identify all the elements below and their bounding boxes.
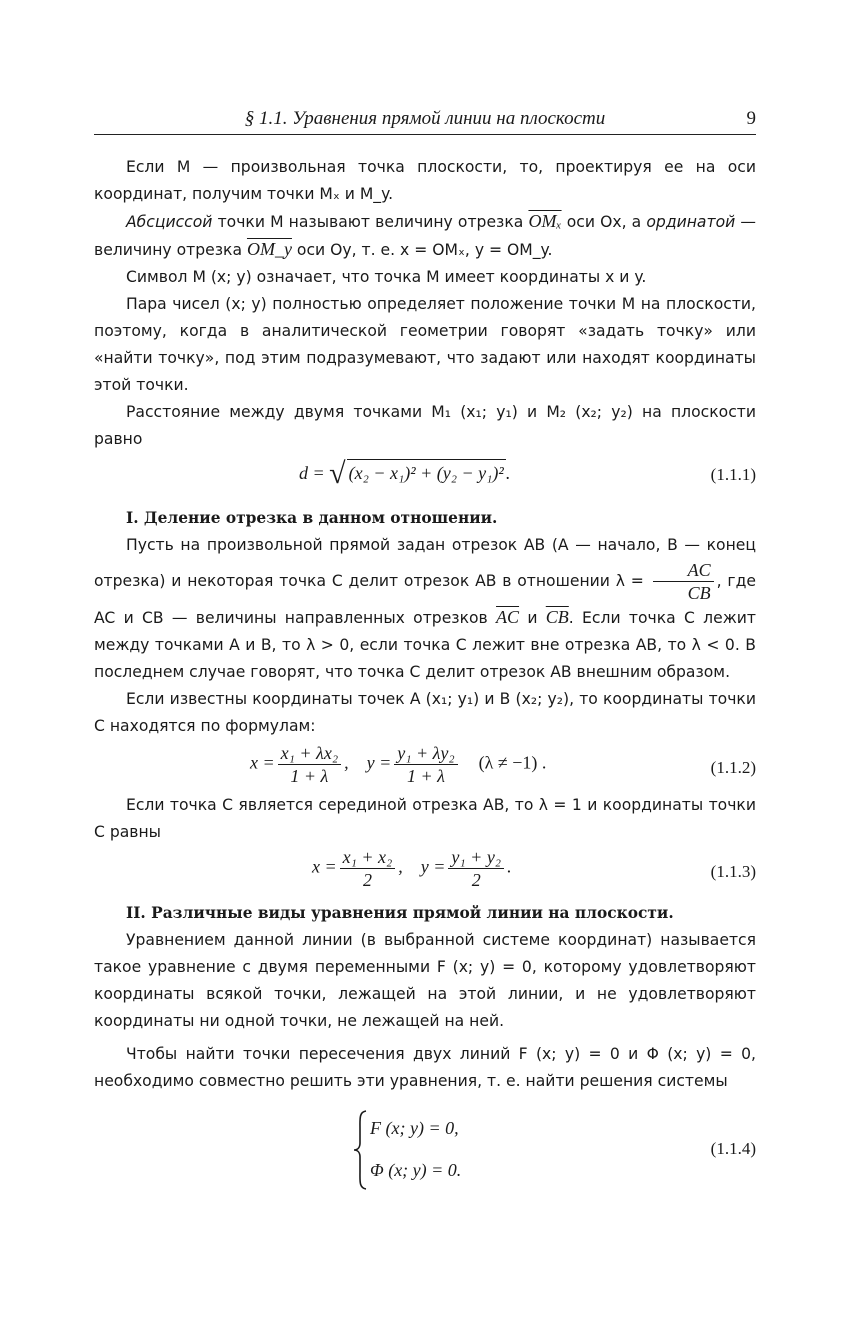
paragraph-midpoint: Если точка C является серединой отрезка AB, то λ = 1 и координаты точки C равны (94, 796, 756, 841)
eq2-y-denominator: 1 + λ (406, 766, 445, 786)
section-heading-division: I. Деление отрезка в данном отношении. (126, 509, 498, 527)
running-head-title: § 1.1. Уравнения прямой линии на плоскости (244, 108, 606, 129)
eq3-y-fraction (448, 846, 504, 891)
paragraph-line-equation: Уравнением данной линии (в выбранной системе координат) называется такое уравнение с двумя переменными F (x; y) = 0, которому удовлетворяют координаты всякой точки, лежащей на этой линии, и не удовлетворяют координаты ни одной точки, не лежащей на ней. (94, 931, 756, 1030)
paragraph-abscissa (94, 208, 756, 264)
distance-formula (299, 457, 511, 490)
page-body (94, 154, 756, 1195)
eq3-x-numerator: x₁ + x₂ (340, 846, 396, 869)
page-number: 9 (746, 108, 756, 129)
eq3-y-numerator: y₁ + y₂ (448, 846, 504, 869)
eq2-y-numerator: y₁ + λy₂ (394, 742, 457, 765)
paragraph-projection: Если M — произвольная точка плоскости, то, проектируя ее на оси координат, получим точки Mₓ и M_y. (94, 158, 756, 203)
running-head (94, 108, 756, 135)
equation-1-1-2 (94, 740, 756, 792)
equation-number: (1.1.4) (710, 1139, 756, 1158)
eq3-x-denominator: 2 (362, 870, 372, 890)
eq3-y-denominator: 2 (471, 870, 481, 890)
eq1-lhs: d = (299, 463, 325, 483)
segment-cb: $\overline{CB}$ (545, 607, 569, 627)
midpoint-formulas: x = $\frac{\text{x₁ + x₂}}{2}$ , y = $\frac{\text{y₁ + y₂}}{2}$ . (312, 847, 512, 890)
section-heading-line-equations: II. Различные виды уравнения прямой линии на плоскости. (126, 904, 674, 922)
division-text-3: . Если точка C лежит между точками A и B, то λ > 0, если точка C лежит вне отрезка AB, то λ < 0. В последнем случае говорят, что точка C делит отрезок AB внешним образом. (94, 609, 756, 681)
eq2-y-fraction (394, 742, 457, 787)
paragraph-known-coords: Если известны координаты точек A (x₁; y₁) и B (x₂; y₂), то координаты точки C находятся по формулам: (94, 690, 756, 735)
eq3-x-lhs: x = (312, 856, 337, 877)
eq2-y-lhs: y = (366, 752, 392, 773)
eq3-tail: . (507, 856, 512, 877)
eq2-condition: (λ ≠ −1) . (478, 752, 547, 773)
ordinate-text: — величину отрезка (94, 213, 756, 259)
division-text: Пусть на произвольной прямой задан отрезок AB (A — начало, B — конец отрезка) и некоторая точка C делит отрезок AB в отношении λ = (94, 536, 756, 590)
equation-number: (1.1.3) (710, 862, 756, 881)
segment-omy: OM_y (246, 239, 292, 259)
term-abscissa: Абсциссой (126, 213, 213, 231)
fraction-numerator: AC (653, 559, 714, 582)
eq2-x-denominator: 1 + λ (290, 766, 329, 786)
eq3-x-fraction (340, 846, 396, 891)
book-page (94, 0, 756, 1330)
eq3-y-lhs: y = (420, 856, 446, 877)
equation-1-1-4 (94, 1109, 756, 1195)
eq1-radicand: (x₂ − x₁)² + (y₂ − y₁)² (347, 459, 506, 487)
abscissa-text: точки M называют величину отрезка (217, 213, 524, 231)
left-brace-icon (352, 1109, 368, 1191)
eq2-x-fraction (278, 742, 341, 787)
conjunction: и (527, 609, 538, 627)
eq2-x-lhs: x = (250, 752, 275, 773)
equation-1-1-3 (94, 846, 756, 896)
term-ordinate: ординатой (646, 213, 736, 231)
sqrt-sign-icon: √ (329, 457, 346, 490)
segment-omx: $\overline{OM_x}$ (528, 211, 562, 231)
equation-1-1-1 (94, 453, 756, 497)
paragraph-division (94, 532, 756, 686)
eq2-x-numerator: x₁ + λx₂ (278, 742, 341, 765)
system-equation-1: F (x; y) = 0, (370, 1118, 459, 1138)
eq1-tail: . (505, 463, 511, 483)
equation-number: (1.1.1) (710, 465, 756, 484)
abscissa-text-2: оси Ox, а (566, 213, 642, 231)
lambda-fraction (653, 559, 714, 604)
ordinate-text-2: оси Oy, т. е. x = OMₓ, y = OM_y. (296, 241, 553, 259)
division-text-2: , где AC и CB — величины направленных отрезков (94, 572, 757, 627)
fraction-denominator: CB (687, 583, 711, 603)
segment-ac: $\overline{AC}$ (496, 607, 520, 627)
paragraph-intersection: Чтобы найти точки пересечения двух линий F (x; y) = 0 и Φ (x; y) = 0, необходимо совместно решить эти уравнения, т. е. найти решения системы (94, 1045, 756, 1090)
division-formulas: x = $\frac{\text{x₁ + λx₂}}{1 + \lambda}$ , y = $\frac{\text{y₁ + λy₂}}{1 + \lambda}$ (λ ≠ −1) . (250, 743, 547, 786)
system-equation-2: Φ (x; y) = 0. (370, 1160, 462, 1180)
equation-number: (1.1.2) (710, 758, 756, 777)
paragraph-distance: Расстояние между двумя точками M₁ (x₁; y₁) и M₂ (x₂; y₂) на плоскости равно (94, 403, 756, 448)
paragraph-symbol: Символ M (x; y) означает, что точка M имеет координаты x и y. (126, 268, 647, 286)
paragraph-pair: Пара чисел (x; y) полностью определяет положение точки M на плоскости, поэтому, когда в аналитической геометрии говорят «задать точку» или «найти точку», под этим подразумевают, что задают или находят координаты этой точки. (94, 295, 756, 394)
